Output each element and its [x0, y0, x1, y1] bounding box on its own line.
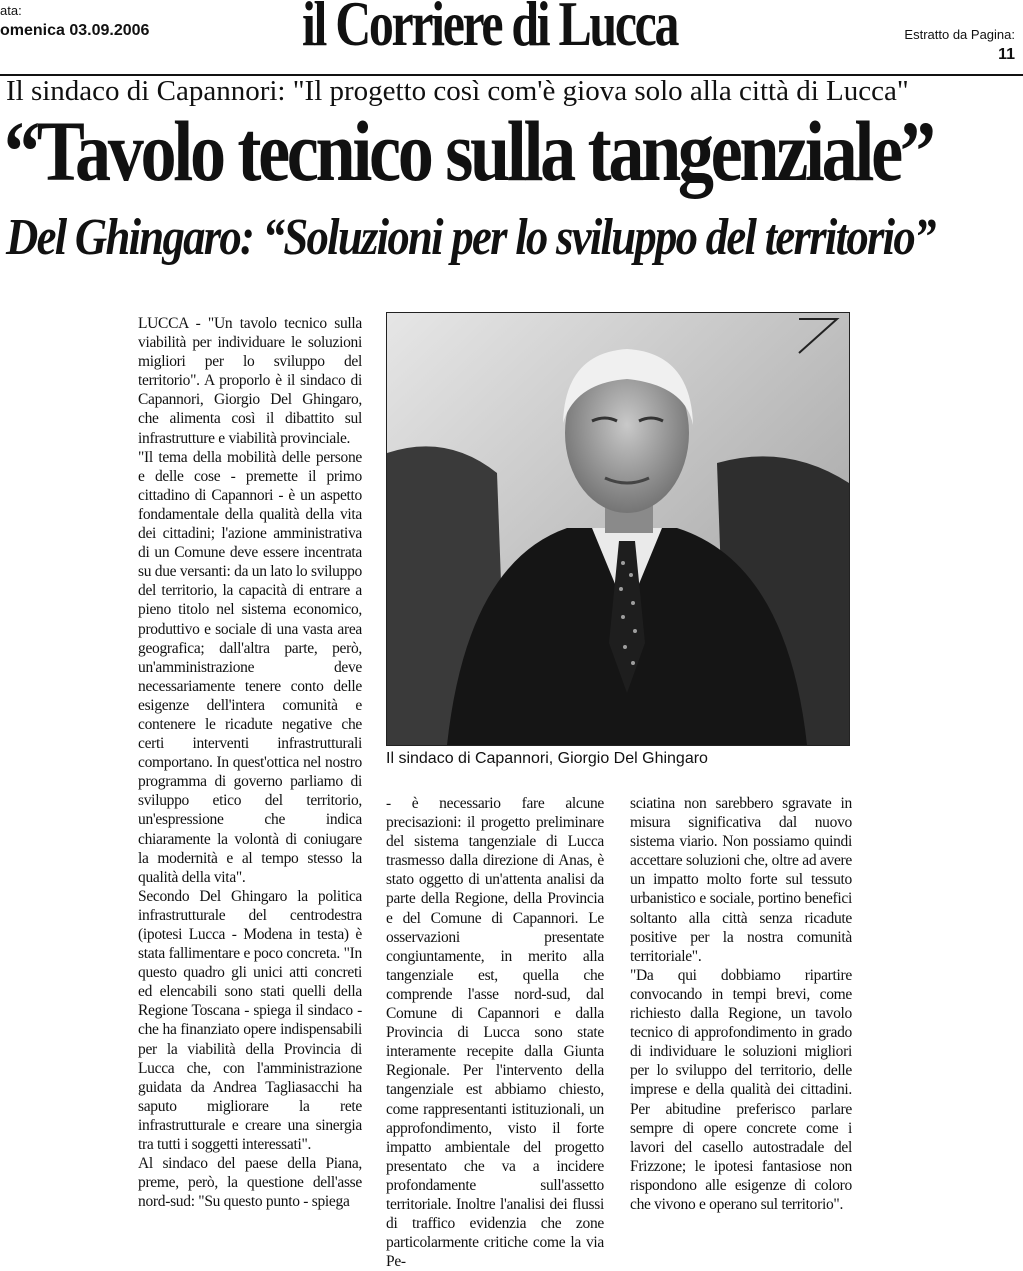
date-label: ata:	[0, 3, 22, 18]
article-kicker: Il sindaco di Capannori: "Il progetto così com'è giova solo alla città di Lucca"	[6, 75, 909, 107]
article-headline: “Tavolo tecnico sulla tangenziale”	[4, 103, 933, 199]
paragraph: Secondo Del Ghingaro la politica infrastrutturale del centrodestra (ipotesi Lucca - Modena in testa) è stata fallimentare e poco concreta. "In questo quadro gli unici atti concreti ed elencabili sono stati quelli della Regione Toscana - spiega il sindaco - che ha finanziato opere indispensabili per la viabilità della Provincia di Lucca che, con l'amministrazione guidata da Andrea Tagliasacchi ha saputo migliorare la rete infrastrutturale e creare una sinergia tra tutti i soggetti interessati".	[138, 887, 362, 1154]
paragraph: "Il tema della mobilità delle persone e delle cose - premette il primo cittadino di Capannori - è un aspetto fondamentale della qualità della vita dei cittadini; l'azione amministrativa di un Comune deve essere incentrata su due versanti: da un lato lo sviluppo del territorio, la capacità di entrare a pieno titolo nel sistema economico, produttivo e sociale di una vasta area geografica; dall'altra parte, però, un'amministrazione deve necessariamente tenere conto delle esigenze dell'intera comunità e contenere le ricadute negative che certi interventi infrastrutturali comportano. In quest'ottica nel nostro programma di governo parliamo di sviluppo etico del territorio, un'espressione che indica chiaramente la volontà di coniugare la modernità e al tempo stesso la qualità della vita".	[138, 448, 362, 886]
paragraph: LUCCA - "Un tavolo tecnico sulla viabilità per individuare le soluzioni migliori per lo sviluppo del territorio". A proporlo è il sindaco di Capannori, Giorgio Del Ghingaro, che alimenta così il dibattito sul infrastrutture e viabilità provinciale.	[138, 315, 362, 447]
extract-label: Estratto da Pagina:	[904, 27, 1015, 42]
portrait-illustration	[387, 313, 849, 745]
newspaper-masthead: il Corriere di Lucca	[302, 0, 678, 59]
article-column-3	[630, 794, 852, 1259]
paragraph: sciatina non sarebbero sgravate in misura significativa dal nuovo sistema viario. Non possiamo quindi accettare soluzioni che, oltre ad avere un impatto molto forte sul tessuto urbanistico e sociale, portino benefici soltanto alla città senza ricadute positive per la nostra comunità territoriale".	[630, 795, 852, 965]
paragraph: - è necessario fare alcune precisazioni: il progetto preliminare del sistema tangenziale di Lucca trasmesso dalla direzione di Anas, è stato oggetto di un'attenta analisi da parte della Regione, della Provincia e del Comune di Capannori. Le osservazioni presentate congiuntamente, in merito alla tangenziale est, quella che comprende l'asse nord-sud, dal Comune di Capannori e dalla Provincia di Lucca sono state interamente recepite dalla Giunta Regionale. Per l'intervento della tangenziale est abbiamo chiesto, come rappresentanti istituzionali, un approfondimento, visto il forte impatto ambientale del progetto presentato che va a incidere profondamente sull'assetto territoriale. Inoltre l'analisi dei flussi di traffico evidenzia che zone particolarmente critiche come la via Pe-	[386, 795, 604, 1271]
photo-caption: Il sindaco di Capannori, Giorgio Del Ghingaro	[386, 750, 708, 767]
paragraph: Al sindaco del paese della Piana, preme, però, la questione dell'asse nord-sud: "Su questo punto - spiega	[138, 1155, 362, 1211]
article-column-2	[386, 794, 604, 1271]
mayor-portrait-photo	[386, 312, 850, 746]
page-number: 11	[998, 45, 1015, 63]
article-subheadline: Del Ghingaro: “Soluzioni per lo sviluppo del territorio”	[6, 209, 935, 266]
paragraph: "Da qui dobbiamo ripartire convocando in tempi brevi, come richiesto dalla Regione, un tavolo tecnico di approfondimento in grado di individuare le soluzioni migliori per lo sviluppo del territorio, delle imprese e della qualità dei cittadini. Per abitudine preferisco parlare sempre di opere concrete come i lavori del casello autostradale del Frizzone; le ipotesi fantasiose non rispondono alle esigenze di coloro che vivono e operano sul territorio".	[630, 966, 852, 1213]
clipping-header-right	[904, 26, 1015, 65]
clipping-header-left	[0, 2, 149, 41]
publication-date: omenica 03.09.2006	[0, 21, 150, 39]
article-column-1	[138, 314, 362, 1259]
